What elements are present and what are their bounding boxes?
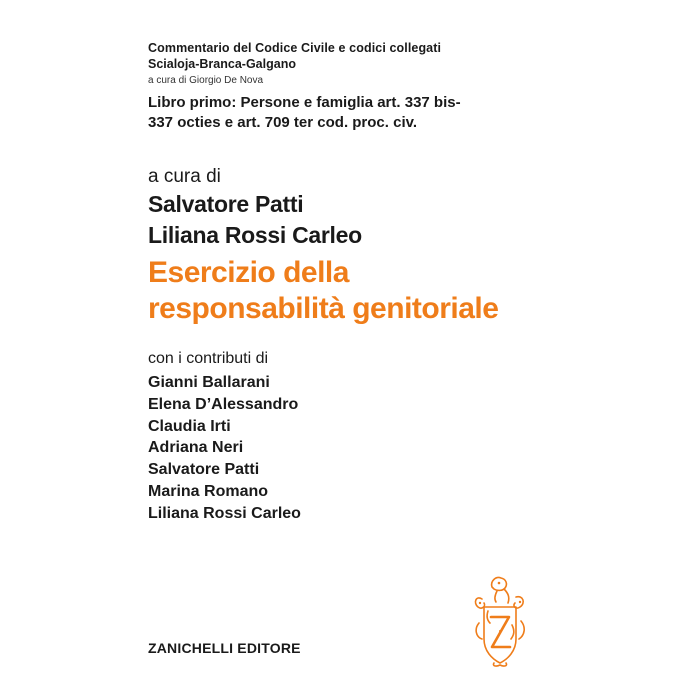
series-editor: a cura di Giorgio De Nova: [148, 75, 264, 86]
contributor-name: Gianni Ballarani: [148, 374, 270, 391]
volume-line-2: 337 octies e art. 709 ter cod. proc. civ.: [148, 114, 418, 131]
series-authors: Scialoja-Branca-Galgano: [148, 57, 296, 71]
contributors-label: con i contributi di: [148, 350, 269, 367]
zanichelli-emblem-icon: [470, 573, 530, 668]
contributor-name: Salvatore Patti: [148, 461, 260, 479]
book-title-line-1: Esercizio della: [148, 256, 349, 289]
contributor-name: Liliana Rossi Carleo: [148, 504, 301, 522]
series-title: Commentario del Codice Civile e codici collegati: [148, 41, 442, 55]
volume-line-1: Libro primo: Persone e famiglia art. 337 bis-: [148, 94, 461, 111]
contributors-list: [148, 372, 301, 525]
contributor-name: Adriana Neri: [148, 439, 244, 457]
editor-name: Liliana Rossi Carleo: [148, 222, 362, 248]
contributor-name: Claudia Irti: [148, 417, 231, 435]
book-title-line-2: responsabilità genitoriale: [148, 292, 499, 325]
publisher-name: ZANICHELLI EDITORE: [148, 640, 301, 656]
editor-name: Salvatore Patti: [148, 191, 304, 217]
editors-label: a cura di: [148, 166, 221, 187]
contributor-name: Marina Romano: [148, 482, 269, 500]
contributor-name: Elena D’Alessandro: [148, 395, 299, 413]
